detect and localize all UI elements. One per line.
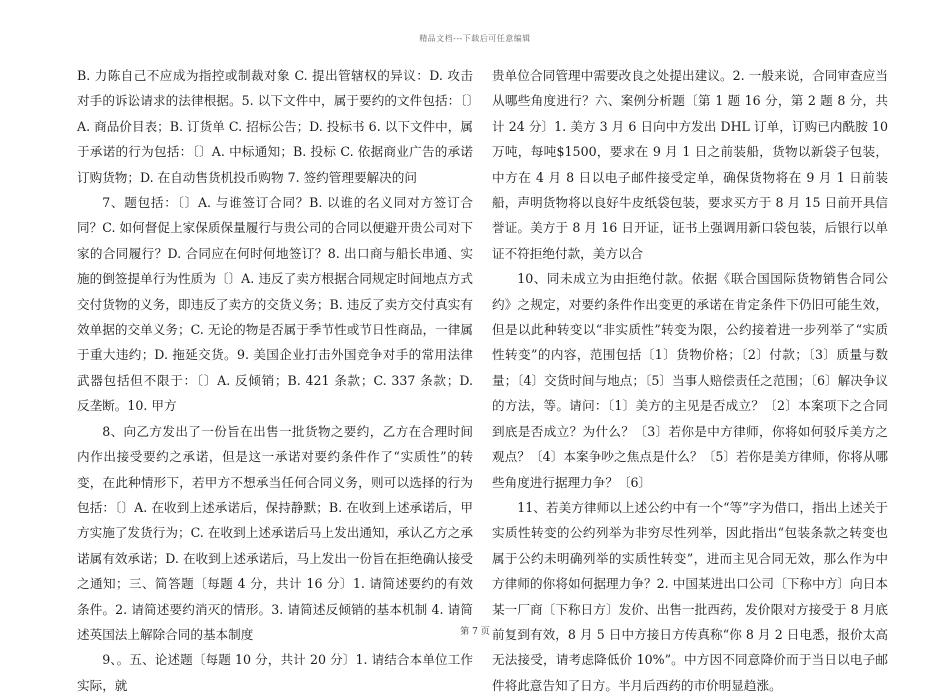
paragraph: 贵单位合同管理中需要改良之处提出建议。2. 一般来说，合同审查应当从哪些角度进行？六、案例分析题〔第 1 题 16 分，第 2 题 8 分，共计 24 分〕1. 美方 3 月 6 日向中方发出 DHL 订单，订购已内酰胺 10 万吨，每吨$1500，要求在 9 月 1 日之前装船，货物以新袋子包装，中方在 4 月 8 日以电子邮件接受定单，确保货物将在 9 月 1 日前装船，声明货物将以良好牛皮纸袋包装，要求买方于 8 月 15 日前开具信誉证。美方于 8 月 16 日开证，证书上强调用新口袋包装，后银行以单证不符拒绝付款，美方以合 (492, 68, 888, 261)
right-column (492, 63, 888, 698)
left-column (77, 63, 473, 698)
paragraph: 10、同未成立为由拒绝付款。依据《联合国国际货物销售合同公约》之规定，对要约条件作出变更的承诺在肯定条件下仍旧可能生效，但是以此种转变以“非实质性”转变为限，公约接着进一步列举了“实质性转变”的内容，范围包括〔1〕货物价格；〔2〕付款；〔3〕质量与数量；〔4〕交货时间与地点；〔5〕当事人赔偿责任之范围；〔6〕解决争议的方法，等。请问：〔1〕美方的主见是否成立？〔2〕本案项下之合同到底是否成立？为什么？〔3〕若你是中方律师，你将如何驳斥美方之观点？〔4〕本案争吵之焦点是什么？〔5〕若你是美方律师，你将从哪些角度进行据理力争？〔6〕 (492, 271, 888, 490)
paragraph: B. 力陈自己不应成为指控或制裁对象 C. 提出管辖权的异议：D. 攻击对手的诉讼请求的法律根据。5. 以下文件中，属于要约的文件包括：〔〕A. 商品价目表；B. 订货单 C. 招标公告；D. 投标书 6. 以下文件中，属于承诺的行为包括：〔〕A. 中标通知；B. 投标 C. 依据商业广告的承诺订购货物；D. 在自动售货机投币购物 7. 签约管理要解决的问 (77, 68, 473, 185)
paragraph: 7、题包括：〔〕A. 与谁签订合同？B. 以谁的名义同对方签订合同？C. 如何督促上家保质保量履行与贵公司的合同以便避开贵公司对下家的合同履行？D. 合同应在何时何地签订？8. 出口商与船长串通、实施的倒签提单行为性质为〔〕A. 违反了卖方根据合同规定时间地点方式交付货物的义务，即违反了卖方的交货义务；B. 违反了卖方交付真实有效单据的交单义务；C. 无论的物是否属于季节性或节日性商品，一律属于重大违约；D. 拖延交货。9. 美国企业打击外国竞争对手的常用法律武器包括但不限于：〔〕A. 反倾销；B. 421 条款；C. 337 条款；D. 反垄断。10. 甲方 (77, 195, 473, 414)
paragraph: 8、向乙方发出了一份旨在出售一批货物之要约，乙方在合理时间内作出接受要约之承诺，但是这一承诺对要约条件作了“实质性”的转变，在此种情形下，若甲方不想承当任何合同义务，则可以选择的行为包括：〔〕A. 在收到上述承诺后，保持静默；B. 在收到上述承诺后，甲方实施了发货行为；C. 在收到上述承诺后马上发出通知，承认乙方之承诺属有效承诺；D. 在收到上述承诺后，马上发出一份旨在拒绝确认接受之通知；三、简答题〔每题 4 分，共计 16 分〕1. 请简述要约的有效条件。2. 请简述要约消灭的情形。3. 请简述反倾销的基本机制 4. 请简述英国法上解除合同的基本制度 (77, 423, 473, 642)
page-number: 第 7 页 (460, 627, 490, 637)
paragraph: 9、。五、论述题〔每题 10 分，共计 20 分〕1. 请结合本单位工作实际，就 (77, 652, 473, 693)
paragraph: 11、若美方律师以上述公约中有一个“等”字为借口，指出上述关于实质性转变的公约列举为非穷尽性列举，因此指出“包装条款之转变也属于公约未明确列举的实质性转变”，进而主见合同无效，那么作为中方律师的你将如何据理力争？2. 中国某进出口公司〔下称中方〕向日本某一厂商〔下称日方〕发价、出售一批西药，发价限对方接受于 8 月底前复到有效，8 月 5 日中方接日方传真称“你 8 月 2 日电悉，报价太高无法接受，请考虑降低价 10%”。中方因不同意降价而于当日以电子邮件将此意告知了日方。半月后西药的市价明显趋涨。 (492, 499, 888, 693)
page-header: 精品文档---下载后可任意编辑 (419, 34, 531, 43)
